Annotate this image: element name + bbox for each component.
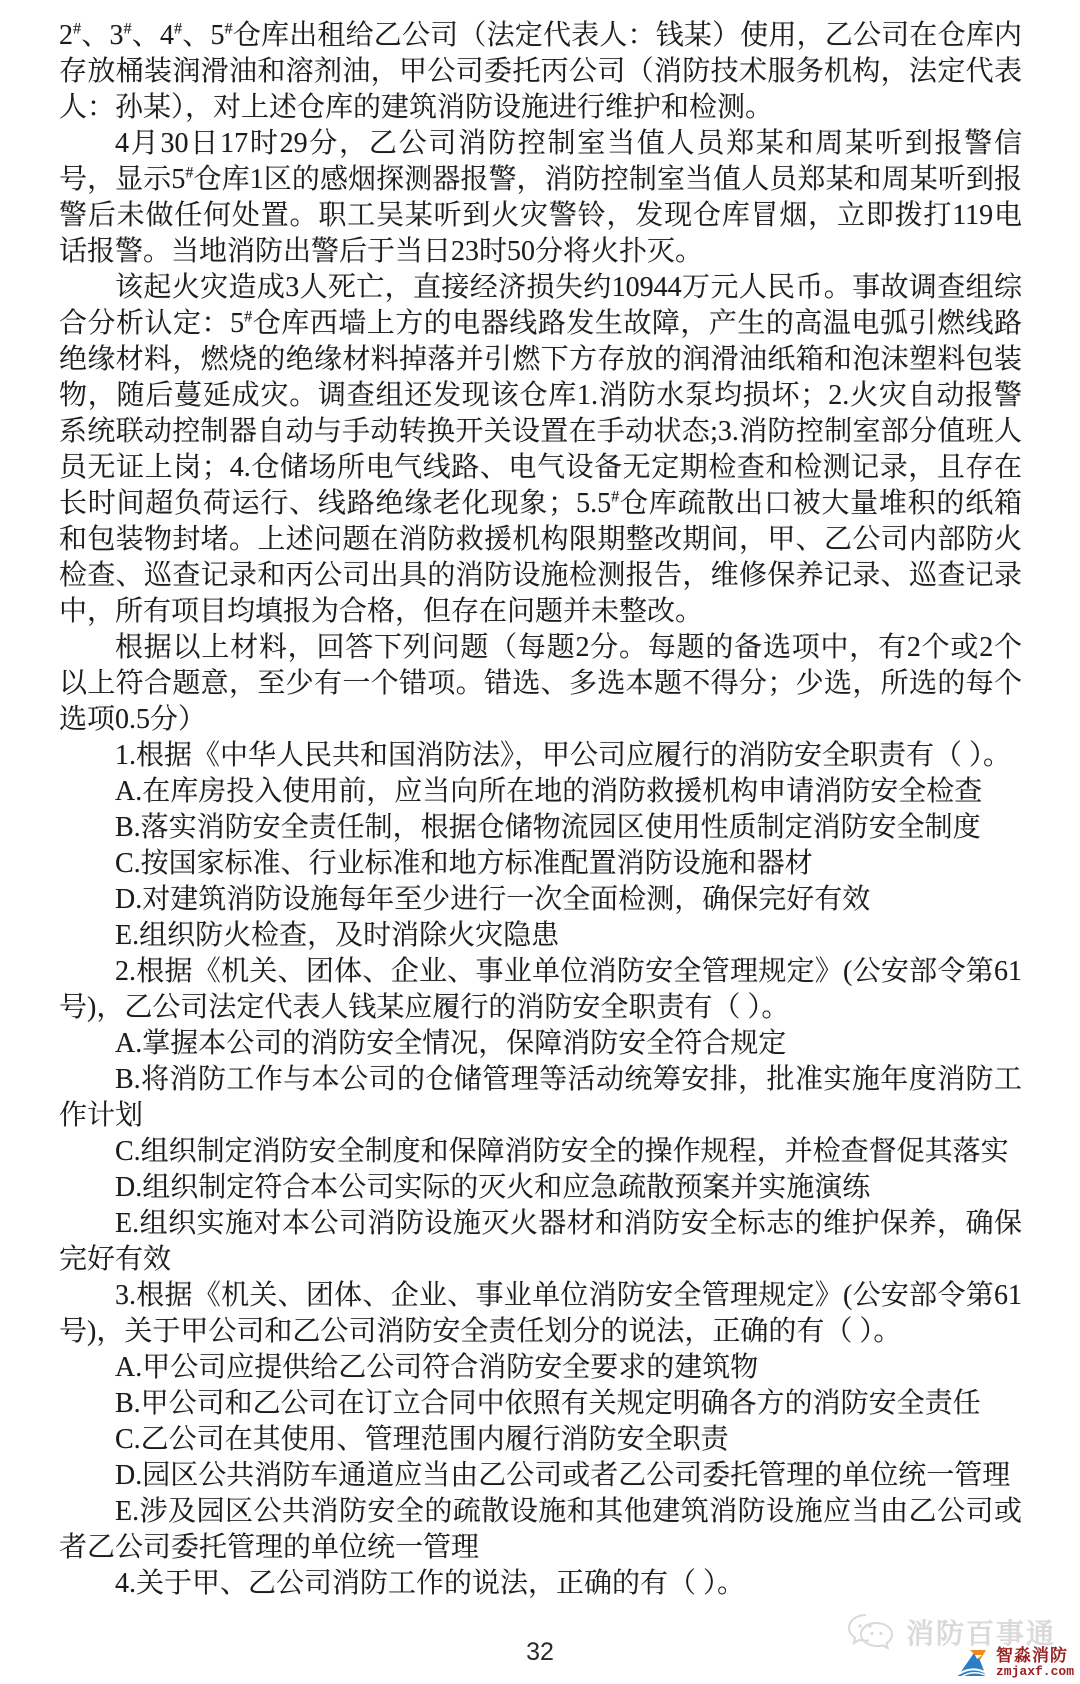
zhimiao-brand	[956, 1646, 1074, 1680]
question-3-option-c: C.乙公司在其使用、管理范围内履行消防安全职责	[115, 1424, 729, 1455]
question-3-option-e: E.涉及园区公共消防安全的疏散设施和其他建筑消防设施应当由乙公司或者乙公司委托管理的单位统一管理	[59, 1496, 1022, 1563]
question-1-option-a: A.在库房投入使用前，应当向所在地的消防救援机构申请消防安全检查	[115, 776, 983, 807]
question-3-option-b: B.甲公司和乙公司在订立合同中依照有关规定明确各方的消防安全责任	[115, 1388, 981, 1419]
question-3-option-a: A.甲公司应提供给乙公司符合消防安全要求的建筑物	[115, 1352, 759, 1383]
question-1: 1.根据《中华人民共和国消防法》，甲公司应履行的消防安全职责有（ ）。	[115, 740, 1012, 771]
question-1-option-e: E.组织防火检查，及时消除火灾隐患	[115, 920, 560, 951]
document-text	[59, 18, 1022, 1602]
question-1-option-c: C.按国家标准、行业标准和地方标准配置消防设施和器材	[115, 848, 813, 879]
paragraph-alarm-event: 4月30日17时29分，乙公司消防控制室当值人员郑某和周某听到报警信号，显示5#仓库1区的感烟探测器报警，消防控制室当值人员郑某和周某听到报警后未做任何处置。职工吴某听到火灾警铃，发现仓库冒烟，立即拨打119电话报警。当地消防出警后于当日23时50分将火扑灭。	[59, 128, 1022, 267]
zhimiao-logo-icon	[956, 1646, 992, 1680]
question-1-option-d: D.对建筑消防设施每年至少进行一次全面检测，确保完好有效	[115, 884, 871, 915]
question-2-option-d: D.组织制定符合本公司实际的灭火和应急疏散预案并实施演练	[115, 1172, 871, 1203]
paragraph-intro: 2#、3#、4#、5#仓库出租给乙公司（法定代表人：钱某）使用，乙公司在仓库内存放桶装润滑油和溶剂油，甲公司委托丙公司（消防技术服务机构，法定代表人：孙某），对上述仓库的建筑消防设施进行维护和检测。	[59, 19, 1022, 123]
page-number: 32	[526, 1638, 554, 1666]
paragraph-investigation: 该起火灾造成3人死亡，直接经济损失约10944万元人民币。事故调查组综合分析认定：5#仓库西墙上方的电器线路发生故障，产生的高温电弧引燃线路绝缘材料，燃烧的绝缘材料掉落并引燃下方存放的润滑油纸箱和泡沫塑料包装物，随后蔓延成灾。调查组还发现该仓库1.消防水泵均损坏；2.火灾自动报警系统联动控制器自动与手动转换开关设置在手动状态;3.消防控制室部分值班人员无证上岗；4.仓储场所电气线路、电气设备无定期检查和检测记录，且存在长时间超负荷运行、线路绝缘老化现象；5.5#仓库疏散出口被大量堆积的纸箱和包装物封堵。上述问题在消防救援机构限期整改期间，甲、乙公司内部防火检查、巡查记录和丙公司出具的消防设施检测报告，维修保养记录、巡查记录中，所有项目均填报为合格，但存在问题并未整改。	[59, 272, 1022, 627]
question-3: 3.根据《机关、团体、企业、事业单位消防安全管理规定》(公安部令第61号)，关于甲公司和乙公司消防安全责任划分的说法，正确的有（ ）。	[59, 1280, 1022, 1347]
question-2-option-e: E.组织实施对本公司消防设施灭火器材和消防安全标志的维护保养，确保完好有效	[59, 1208, 1022, 1275]
question-2-option-a: A.掌握本公司的消防安全情况，保障消防安全符合规定	[115, 1028, 787, 1059]
brand-name: 智淼消防	[995, 1646, 1068, 1666]
brand-site: zmjaxf.com	[995, 1664, 1074, 1680]
question-3-option-d: D.园区公共消防车通道应当由乙公司或者乙公司委托管理的单位统一管理	[115, 1460, 1011, 1491]
chat-bubbles-icon	[846, 1613, 898, 1651]
question-1-option-b: B.落实消防安全责任制，根据仓储物流园区使用性质制定消防安全制度	[115, 812, 981, 843]
paragraph-instructions: 根据以上材料，回答下列问题（每题2分。每题的备选项中，有2个或2个以上符合题意，至少有一个错项。错选、多选本题不得分；少选，所选的每个选项0.5分）	[59, 632, 1022, 735]
question-2: 2.根据《机关、团体、企业、事业单位消防安全管理规定》(公安部令第61号)，乙公司法定代表人钱某应履行的消防安全职责有（ ）。	[59, 956, 1022, 1023]
question-2-option-c: C.组织制定消防安全制度和保障消防安全的操作规程，并检查督促其落实	[115, 1136, 1009, 1167]
question-4: 4.关于甲、乙公司消防工作的说法，正确的有（ ）。	[115, 1568, 746, 1599]
watermark-label: 消防百事通	[905, 1618, 1056, 1649]
question-2-option-b: B.将消防工作与本公司的仓储管理等活动统筹安排，批准实施年度消防工作计划	[59, 1064, 1022, 1131]
brand-text	[996, 1647, 1074, 1678]
